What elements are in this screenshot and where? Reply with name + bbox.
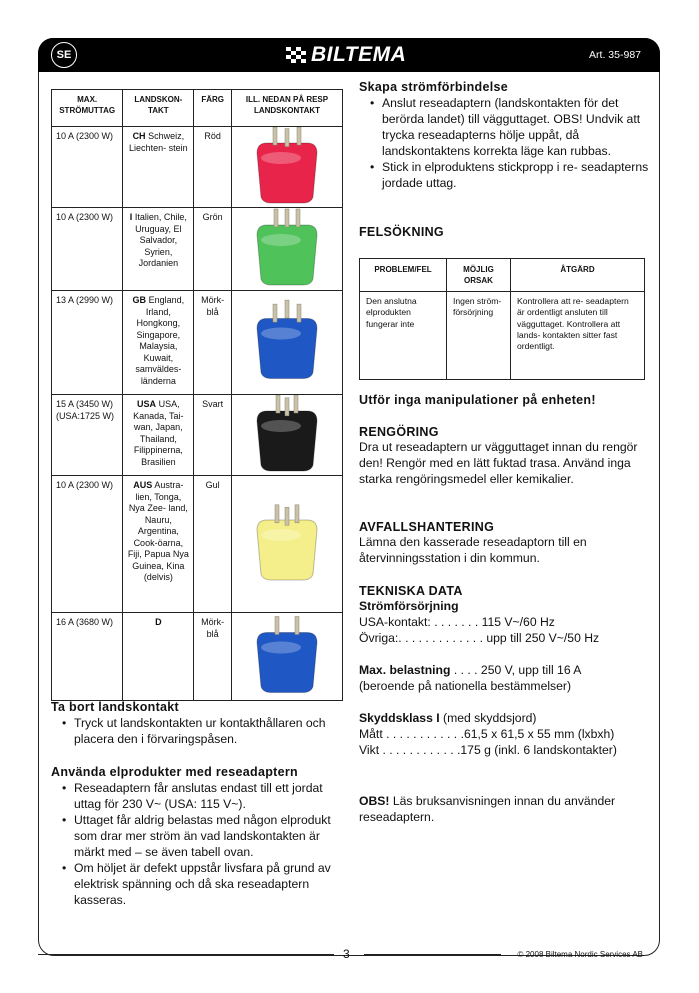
language-badge: SE xyxy=(51,42,77,68)
troubleshoot-table xyxy=(359,258,645,380)
country-cell xyxy=(123,476,194,613)
brand-name: BILTEMA xyxy=(311,43,407,66)
use-section xyxy=(51,765,346,908)
plug-illustration-cell xyxy=(231,127,342,208)
list-item: • Stick in elproduktens stickpropp i re- seadapterns jordade uttag. xyxy=(359,159,649,191)
country-cell xyxy=(123,395,194,476)
dots: . . . . . . . xyxy=(430,615,482,629)
warning-text: Utför inga manipulationer på enheten! xyxy=(359,393,596,407)
remove-section xyxy=(51,700,346,747)
list-item: • Om höljet är defekt uppstår livsfara på grund av elektrisk spänning och då ska reseadaptern kasseras. xyxy=(51,860,346,908)
action-cell: Kontrollera att re- seadaptern är ordentligt ansluten till vägguttaget. Kontrollera att lands- kontakten sitter fast ordentligt. xyxy=(511,292,645,380)
col-header-color: FÄRG xyxy=(194,90,232,127)
col-header-max: MAX. STRÖMUTTAG xyxy=(52,90,123,127)
col-header-illustration: ILL. NEDAN PÅ RESP LANDSKONTAKT xyxy=(231,90,342,127)
weight-line xyxy=(359,742,651,758)
country-list: Italien, Chile, Uruguay, El Salvador, Syrien, Jordanien xyxy=(134,212,187,268)
plug-illustration-cell xyxy=(231,613,342,701)
remove-title: Ta bort landskontakt xyxy=(51,700,180,714)
country-cell xyxy=(123,291,194,395)
size-value: 61,5 x 61,5 x 55 mm (lxbxh) xyxy=(463,727,615,741)
table-header-row xyxy=(360,259,645,292)
load-value: 250 V, upp till 16 A xyxy=(480,663,582,677)
country-list: Schweiz, Liechten- stein xyxy=(129,131,188,153)
connect-section xyxy=(359,80,649,191)
power-title: Strömförsörjning xyxy=(359,599,459,613)
other-line xyxy=(359,630,651,646)
plug-adapter-icon xyxy=(232,208,342,290)
table-row xyxy=(52,395,343,476)
load-label: Max. belastning xyxy=(359,663,451,677)
max-current-cell: 15 A (3450 W) (USA:1725 W) xyxy=(52,395,123,476)
country-code: AUS xyxy=(133,480,153,490)
obs-note xyxy=(359,793,651,825)
weight-label: Vikt xyxy=(359,743,380,757)
list-item: • Tryck ut landskontakten ur kontakthållaren och placera den i förvaringspåsen. xyxy=(51,715,346,747)
brand-logo xyxy=(286,43,406,67)
plug-adapter-icon xyxy=(232,127,342,207)
plug-illustration-cell xyxy=(231,395,342,476)
table-row xyxy=(52,127,343,208)
col-header-country: LANDSKON- TAKT xyxy=(123,90,194,127)
country-cell xyxy=(123,127,194,208)
country-cell xyxy=(123,613,194,701)
color-cell: Grön xyxy=(194,208,232,291)
load-line xyxy=(359,662,651,678)
col-header-cause: MÖJLIG ORSAK xyxy=(447,259,511,292)
country-code: I xyxy=(129,212,133,222)
copyright: © 2008 Biltema Nordic Services AB xyxy=(517,950,643,959)
country-code: GB xyxy=(132,295,147,305)
use-title: Använda elprodukter med reseadaptern xyxy=(51,765,298,779)
usa-label: USA-kontakt: xyxy=(359,615,431,629)
plug-adapter-icon xyxy=(232,291,342,394)
other-label: Övriga: xyxy=(359,631,399,645)
color-cell: Mörk- blå xyxy=(194,613,232,701)
obs-label: OBS! xyxy=(359,794,390,808)
table-row xyxy=(52,613,343,701)
plug-adapter-icon xyxy=(232,476,342,612)
cleaning-text: Dra ut reseadaptern ur vägguttaget innan du rengör den! Rengör med en lätt fuktad trasa. Använd inga starka rengöringsmedel eller kemikalier. xyxy=(359,440,638,486)
weight-value: 175 g (inkl. 6 landskontakter) xyxy=(460,743,617,757)
col-header-action: ÅTGÄRD xyxy=(511,259,645,292)
max-current-cell: 13 A (2990 W) xyxy=(52,291,123,395)
plug-adapter-icon xyxy=(232,395,342,475)
color-cell: Röd xyxy=(194,127,232,208)
country-list: England, Irland, Hongkong, Singapore, Malaysia, Kuwait, samväldes- länderna xyxy=(135,295,185,386)
country-list: USA, Kanada, Tai- wan, Japan, Thailand, Filippinerna, Brasilien xyxy=(133,399,184,467)
load-note: (beroende på nationella bestämmelser) xyxy=(359,679,572,693)
table-row xyxy=(360,292,645,380)
other-value: upp till 250 V~/50 Hz xyxy=(486,631,600,645)
obs-text: Läs bruksanvisningen innan du använder reseadaptern. xyxy=(359,794,616,824)
size-line xyxy=(359,726,651,742)
dots: . . . . xyxy=(450,663,481,677)
class-note: (med skyddsjord) xyxy=(439,711,537,725)
plug-table xyxy=(51,89,343,701)
country-list: Austra- lien, Tonga, Nya Zee- land, Nauru, Argentina, Cook-öarna, Fiji, Papua Nya Guinea, Kina (delvis) xyxy=(127,480,189,582)
country-code: CH xyxy=(132,131,146,141)
max-current-cell: 10 A (2300 W) xyxy=(52,476,123,613)
list-item: • Uttaget får aldrig belastas med någon elprodukt som drar mer ström än vad landskontakten är märkt med – se även tabell ovan. xyxy=(51,812,346,860)
country-cell xyxy=(123,208,194,291)
country-code: USA xyxy=(137,399,157,409)
connect-title: Skapa strömförbindelse xyxy=(359,80,509,94)
dots: . . . . . . . . . . . . xyxy=(382,727,464,741)
country-code: D xyxy=(155,617,162,627)
max-current-cell: 16 A (3680 W) xyxy=(52,613,123,701)
max-current-cell: 10 A (2300 W) xyxy=(52,127,123,208)
tech-section xyxy=(359,584,651,758)
cleaning-title: RENGÖRING xyxy=(359,425,439,439)
usa-value: 115 V~/60 Hz xyxy=(481,615,555,629)
plug-illustration-cell xyxy=(231,476,342,613)
list-item: • Reseadaptern får anslutas endast till ett jordat uttag för 230 V~ (USA: 115 V~). xyxy=(51,780,346,812)
troubleshoot-title: FELSÖKNING xyxy=(359,225,444,239)
waste-section xyxy=(359,520,651,566)
plug-illustration-cell xyxy=(231,208,342,291)
plug-illustration-cell xyxy=(231,291,342,395)
list-item: • Anslut reseadaptern (landskontakten för det berörda landet) till vägguttaget. OBS! Undvik att trycka reseadapterns hölje uppåt, då landskontaktens korrekta läge kan rubbas. xyxy=(359,95,649,159)
color-cell: Gul xyxy=(194,476,232,613)
table-header-row xyxy=(52,90,343,127)
table-row xyxy=(52,208,343,291)
color-cell: Mörk- blå xyxy=(194,291,232,395)
color-cell: Svart xyxy=(194,395,232,476)
problem-cell: Den anslutna elprodukten fungerar inte xyxy=(360,292,447,380)
col-header-problem: PROBLEM/FEL xyxy=(360,259,447,292)
cleaning-section xyxy=(359,425,651,487)
class-label: Skyddsklass I xyxy=(359,711,440,725)
footer-rule-right xyxy=(364,954,501,955)
dots: . . . . . . . . . . . . . xyxy=(398,631,487,645)
table-row xyxy=(52,291,343,395)
dots: . . . . . . . . . . . . xyxy=(379,743,461,757)
max-current-cell: 10 A (2300 W) xyxy=(52,208,123,291)
waste-text: Lämna den kasserade reseadaptorn till en återvinningsstation i din kommun. xyxy=(359,535,587,565)
table-row xyxy=(52,476,343,613)
checkered-flag-icon xyxy=(286,47,306,63)
waste-title: AVFALLSHANTERING xyxy=(359,520,495,534)
tech-title: TEKNISKA DATA xyxy=(359,584,463,598)
size-label: Mått xyxy=(359,727,383,741)
usa-line xyxy=(359,614,651,630)
class-line xyxy=(359,710,651,726)
page-number: 3 xyxy=(343,947,350,961)
footer-rule-left xyxy=(38,954,334,955)
article-number: Art. 35-987 xyxy=(589,49,641,61)
cause-cell: Ingen ström- försörjning xyxy=(447,292,511,380)
plug-adapter-icon xyxy=(232,613,342,700)
